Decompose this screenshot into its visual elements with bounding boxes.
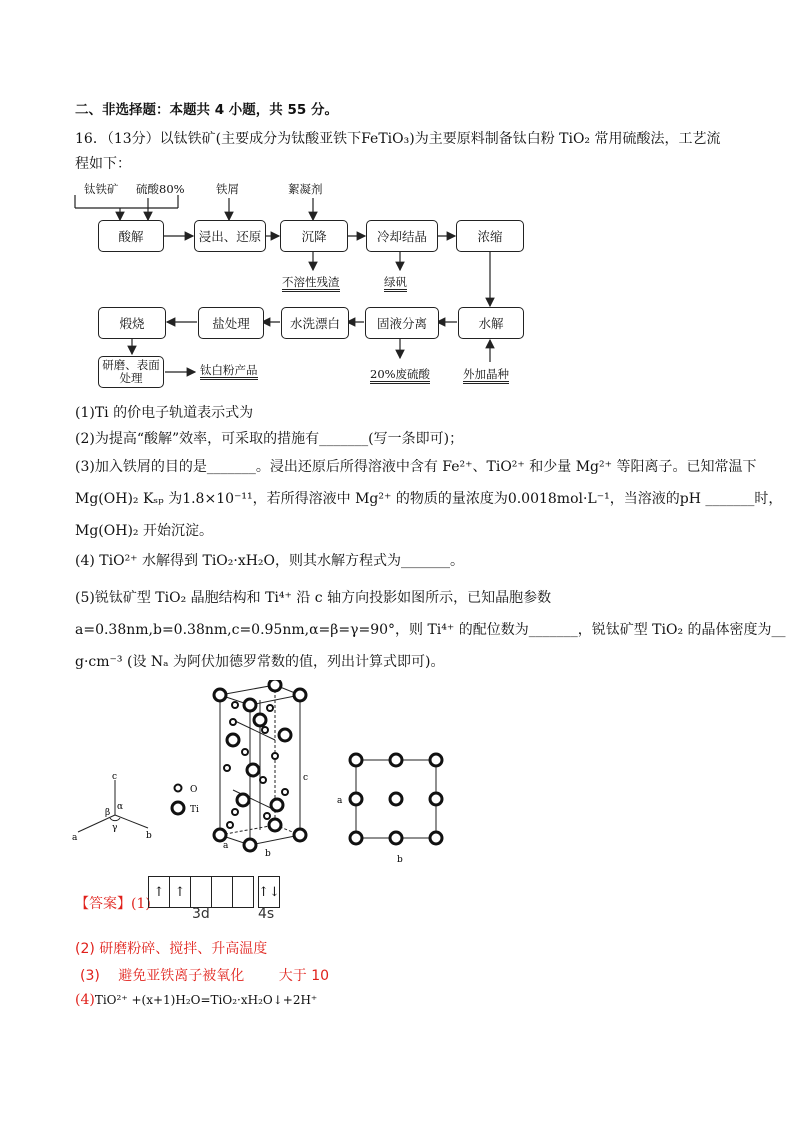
box-solid-liquid-separation: 固液分离	[365, 307, 439, 339]
orbital-4s-label: 4s	[258, 906, 275, 922]
box-wash-bleach: 水洗漂白	[281, 307, 349, 339]
q16-part1: (1)Ti 的价电子轨道表示式为	[75, 405, 254, 421]
box-salt-treatment: 盐处理	[198, 307, 264, 339]
answer4-prefix: (4)	[75, 992, 95, 1008]
output-waste-acid: 20%废硫酸	[370, 366, 430, 382]
axis-diagram	[70, 770, 170, 850]
axis-label-a: a	[72, 833, 78, 843]
axis-label-b: b	[146, 831, 152, 841]
orbital-3d-label: 3d	[192, 906, 210, 922]
q16-part3-line1: (3)加入铁屑的目的是_______。浸出还原后所得溶液中含有 Fe²⁺、TiO²⁺ 和少量 Mg²⁺ 等阳离子。已知常温下	[75, 459, 757, 475]
input-seed-crystal: 外加晶种	[463, 366, 509, 382]
answer3-ph: 大于 10	[278, 968, 330, 984]
box-calcine: 煅烧	[98, 307, 166, 339]
q16-part4: (4) TiO²⁺ 水解得到 TiO₂·xH₂O，则其水解方程式为_______。	[75, 553, 465, 569]
projection	[335, 745, 455, 865]
input-acid: 硫酸80%	[136, 182, 185, 196]
box-concentrate: 浓缩	[456, 220, 524, 252]
cell-label-b: b	[265, 849, 271, 859]
flow-arrows	[0, 0, 800, 400]
axis-label-c: c	[112, 772, 118, 782]
output-green-vitriol: 绿矾	[384, 274, 407, 290]
legend-ti: Ti	[190, 805, 199, 815]
axis-label-alpha: α	[117, 802, 124, 812]
orbital-4s-box	[258, 876, 280, 908]
output-product: 钛白粉产品	[200, 362, 258, 378]
q16-part3-line3: Mg(OH)₂ 开始沉淀。	[75, 523, 213, 539]
unit-cell	[205, 680, 325, 860]
answer-tag: 【答案】	[75, 896, 131, 912]
orbital-3d-boxes	[148, 876, 254, 908]
box-acid-dissolve: 酸解	[98, 220, 164, 252]
answer1-prefix: (1)	[131, 896, 151, 912]
cell-label-a: a	[223, 841, 229, 851]
box-hydrolysis: 水解	[458, 307, 524, 339]
proj-label-b: b	[397, 855, 403, 865]
answer3-reason: 避免亚铁离子被氧化	[118, 968, 245, 984]
box-cool-crystallize: 冷却结晶	[366, 220, 438, 252]
answer-part2: (2) 研磨粉碎、搅拌、升高温度	[75, 941, 268, 957]
orbital-3d-3	[191, 877, 212, 907]
orbital-4s-1: ↑↓	[258, 884, 280, 900]
orbital-3d-1: ↑	[149, 877, 170, 907]
q16-part5-line2: a=0.38nm,b=0.38nm,c=0.95nm,α=β=γ=90°，则 Ti⁴⁺ 的配位数为_______，锐钛矿型 TiO₂ 的晶体密度为__	[75, 622, 786, 638]
cell-label-c: c	[303, 773, 309, 783]
orbital-3d-2: ↑	[170, 877, 191, 907]
box-leach-reduce: 浸出、还原	[194, 220, 266, 252]
q16-part5-line1: (5)锐钛矿型 TiO₂ 晶胞结构和 Ti⁴⁺ 沿 c 轴方向投影如图所示，已知晶胞参数	[75, 590, 552, 606]
q16-part3-line2: Mg(OH)₂ Kₛₚ 为1.8×10⁻¹¹，若所得溶液中 Mg²⁺ 的物质的量浓度为0.0018mol·L⁻¹，当溶液的pH _______时，	[75, 491, 783, 507]
q16-part5-line3: g·cm⁻³ (设 Nₐ 为阿伏加德罗常数的值，列出计算式即可)。	[75, 654, 445, 670]
q16-part2: (2)为提高“酸解”效率，可采取的措施有_______(写一条即可)；	[75, 431, 464, 447]
answer4-equation: TiO²⁺ +(x+1)H₂O=TiO₂·xH₂O↓+2H⁺	[94, 993, 318, 1007]
orbital-3d-5	[233, 877, 253, 907]
axis-label-beta: β	[105, 808, 111, 818]
answer3-prefix: (3)	[80, 968, 100, 984]
input-flocculant: 絮凝剂	[288, 182, 323, 196]
output-residue: 不溶性残渣	[282, 274, 340, 290]
box-grind-surface-treat: 研磨、表面处理	[98, 356, 164, 388]
answer-part3	[80, 965, 329, 985]
legend-o: O	[190, 785, 198, 795]
orbital-3d-4	[212, 877, 233, 907]
box-settle: 沉降	[280, 220, 348, 252]
input-ore: 钛铁矿	[84, 182, 119, 196]
proj-label-a: a	[337, 796, 343, 806]
q16-intro-line2: 程如下：	[75, 156, 131, 172]
input-iron: 铁屑	[216, 182, 239, 196]
section-title: 二、非选择题：本题共 4 小题，共 55 分。	[75, 102, 338, 118]
answer-line1	[75, 893, 151, 913]
axis-label-gamma: γ	[112, 823, 118, 833]
answer-part4	[75, 992, 317, 1008]
q16-intro-line1: 16．（13分）以钛铁矿(主要成分为钛酸亚铁下FeTiO₃)为主要原料制备钛白粉 TiO₂ 常用硫酸法，工艺流	[75, 131, 721, 147]
